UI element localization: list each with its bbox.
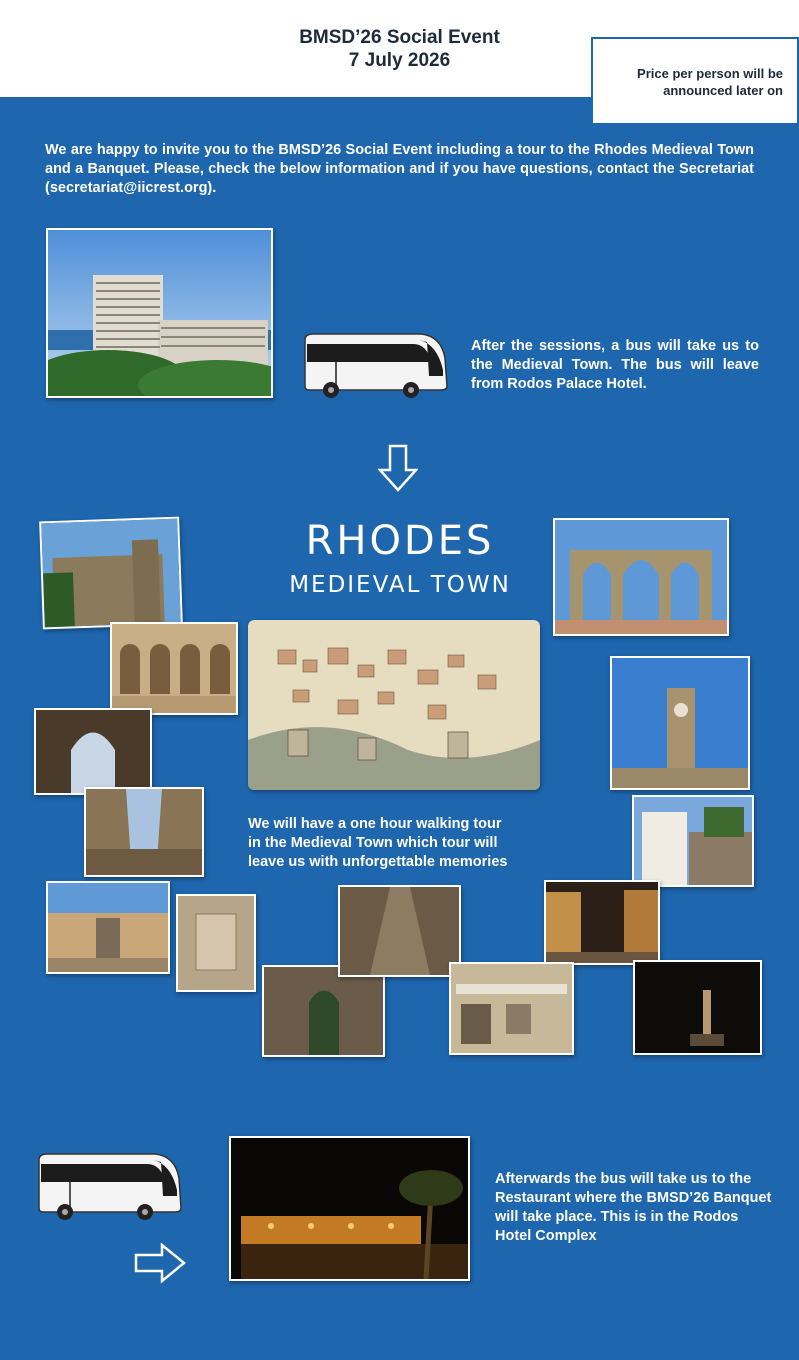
stone-lane-photo xyxy=(338,885,461,977)
title-line-1: BMSD’26 Social Event xyxy=(299,27,500,48)
title-line-2: 7 July 2026 xyxy=(348,50,451,71)
town-subtitle: MEDIEVAL TOWN xyxy=(289,572,511,598)
castle-photo xyxy=(39,517,183,630)
clock-tower-photo xyxy=(610,656,750,790)
arrow-down-icon xyxy=(378,444,418,497)
price-line-2: announced later on xyxy=(663,83,783,98)
medieval-map-image xyxy=(248,620,540,790)
walking-tour-line-1: We will have a one hour walking tour xyxy=(248,816,502,832)
fountain-square-photo xyxy=(46,881,170,974)
price-line-1: Price per person will be xyxy=(637,66,783,81)
shopping-street-photo xyxy=(544,880,660,965)
arrow-right-icon xyxy=(134,1243,188,1288)
night-fountain-photo xyxy=(633,960,762,1055)
gothic-arch-photo xyxy=(34,708,152,795)
shops-facade-photo xyxy=(449,962,574,1055)
stone-relief-photo xyxy=(176,894,256,992)
town-title: RHODES xyxy=(305,518,495,564)
walking-tour-line-3: leave us with unforgettable memories xyxy=(248,854,508,870)
old-house-photo xyxy=(632,795,754,887)
narrow-street-photo xyxy=(84,787,204,877)
arcade-courtyard-photo xyxy=(110,622,238,715)
hotel-photo xyxy=(46,228,273,398)
banquet-text: Afterwards the bus will take us to the Restaurant where the BMSD’26 Banquet will take place. This is in the Rodos Hotel Complex xyxy=(495,1171,772,1244)
alley-arch-photo xyxy=(262,965,385,1057)
bus-to-town-text: After the sessions, a bus will take us to the Medieval Town. The bus will leave from Rodos Palace Hotel. xyxy=(471,338,759,392)
restaurant-night-photo xyxy=(229,1136,470,1281)
price-box xyxy=(591,37,799,125)
price-note xyxy=(637,65,783,99)
walking-tour-text xyxy=(248,815,548,872)
walking-tour-line-2: in the Medieval Town which tour will xyxy=(248,835,498,851)
bus-icon xyxy=(35,1148,183,1225)
intro-text: We are happy to invite you to the BMSD’26 Social Event including a tour to the Rhodes Medieval Town and a Banquet. Please, check the below information and if you have questions, contact the Secretariat (secretariat@iicrest.org). xyxy=(45,142,754,196)
bus-icon xyxy=(301,330,449,403)
church-ruins-photo xyxy=(553,518,729,636)
